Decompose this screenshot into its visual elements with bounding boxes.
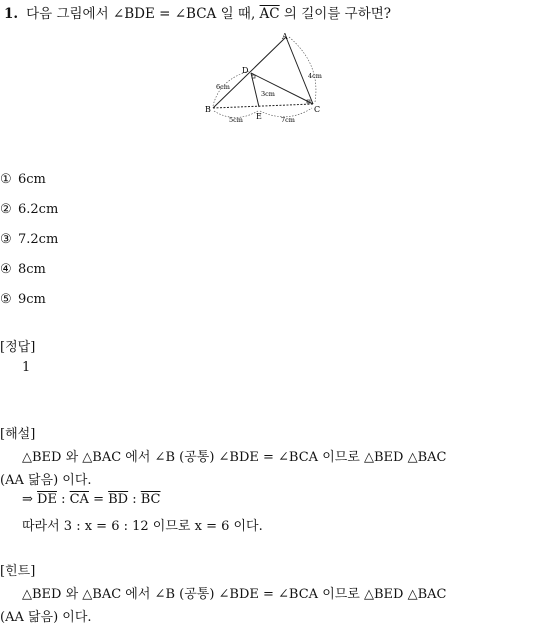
ratio-colon: : [56, 492, 70, 507]
point-label-e: E [256, 112, 262, 121]
hint-heading: [힌트] [0, 564, 36, 579]
length-label-be: 5cm [229, 116, 243, 124]
choice-text: 8cm [18, 262, 46, 277]
point-label-b: B [205, 105, 211, 114]
choice-text: 9cm [18, 292, 46, 307]
length-label-ec: 7cm [281, 116, 295, 124]
segment-de-text: $\overline{DE}$ [37, 492, 57, 507]
implies-symbol: ⇒ [22, 492, 38, 507]
answer-value: 1 [22, 360, 31, 375]
explanation-line-1: △BED 와 △BAC 에서 ∠B (공통) ∠BDE = ∠BCA 이므로 △BED △BAC [22, 450, 447, 465]
length-label-bd: 6cm [216, 83, 230, 91]
choice-3 [0, 232, 58, 247]
choice-mark: ③ [0, 232, 12, 247]
choice-1 [0, 172, 46, 187]
question-text-before: 다음 그림에서 ∠BDE = ∠BCA 일 때, [26, 6, 260, 22]
segment-ca-text: $\overline{CA}$ [69, 492, 89, 507]
segment-ac [286, 37, 313, 104]
dimension-arc-ac [289, 37, 316, 102]
explanation-line-3 [22, 492, 161, 507]
equals-sign: = [88, 492, 109, 507]
choice-text: 6cm [18, 172, 46, 187]
choice-5 [0, 292, 46, 307]
triangle-figure [205, 28, 330, 128]
question-segment-ac: $\overline{AC}$ [259, 6, 280, 22]
choice-text: 7.2cm [18, 232, 59, 247]
question-number: 1. [4, 6, 19, 22]
segment-ab [213, 37, 286, 108]
point-label-c: C [314, 105, 321, 114]
choice-4 [0, 262, 46, 277]
choice-text: 6.2cm [18, 202, 59, 217]
ratio-colon: : [128, 492, 141, 507]
choice-2 [0, 202, 58, 217]
segment-bc [213, 104, 313, 108]
choice-mark: ⑤ [0, 292, 12, 307]
length-label-de: 3cm [261, 90, 275, 98]
answer-heading: [정답] [0, 340, 36, 355]
choice-mark: ④ [0, 262, 12, 277]
hint-line-2: (AA 닮음) 이다. [0, 610, 92, 625]
question-text-after: 의 길이를 구하면? [279, 6, 392, 22]
point-label-d: D [242, 66, 249, 75]
segment-bd-text: $\overline{BD}$ [108, 492, 129, 507]
hint-line-1: △BED 와 △BAC 에서 ∠B (공통) ∠BDE = ∠BCA 이므로 △BED △BAC [22, 587, 447, 602]
length-label-ac: 4cm [308, 72, 322, 80]
explanation-line-4: 따라서 3 : x = 6 : 12 이므로 x = 6 이다. [22, 519, 263, 534]
point-label-a: A [282, 32, 288, 41]
explanation-heading: [해설] [0, 427, 36, 442]
segment-bc-text: $\overline{BC}$ [140, 492, 161, 507]
choice-mark: ② [0, 202, 12, 217]
explanation-line-2: (AA 닮음) 이다. [0, 473, 92, 488]
segment-dc [251, 73, 313, 104]
choice-mark: ① [0, 172, 12, 187]
question-line [4, 2, 391, 22]
